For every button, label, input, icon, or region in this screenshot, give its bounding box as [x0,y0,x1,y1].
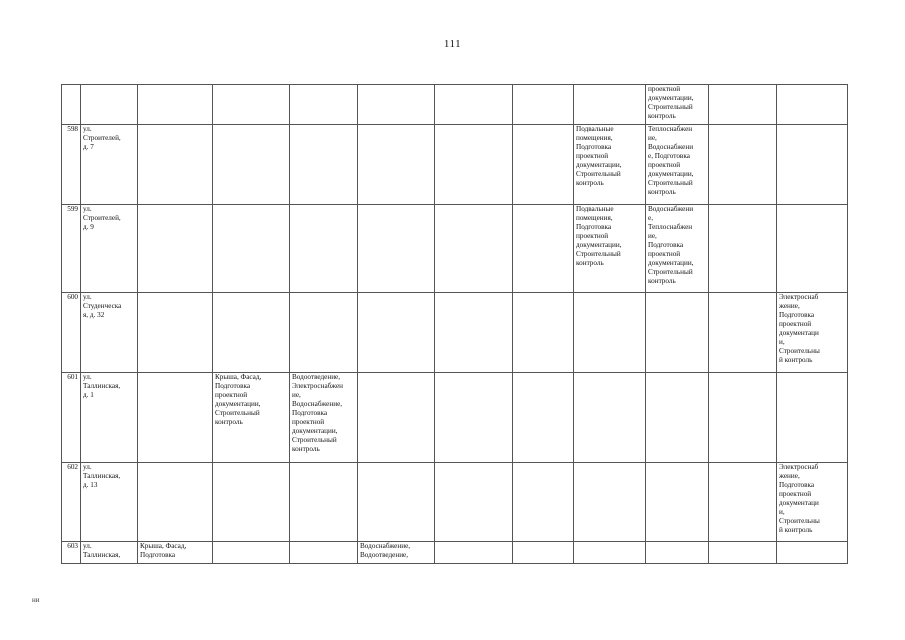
work-cell: Подвальные помещения, Подготовка проектной документации, Строительный контроль [574,205,646,293]
work-cell [435,125,513,205]
work-cell [709,293,777,373]
work-cell [574,373,646,463]
work-cell [290,85,358,125]
work-cell [513,85,574,125]
address-cell [81,85,138,125]
work-cell [435,373,513,463]
work-cell [435,205,513,293]
table-row [62,125,848,205]
work-cell [290,125,358,205]
work-cell [574,463,646,542]
work-cell: Водоснабжени е, Теплоснабжен ие, Подготовка проектной документации, Строительный контроль [646,205,709,293]
work-cell [777,542,848,564]
work-cell [435,542,513,564]
work-cell [513,205,574,293]
repair-schedule-table [61,84,848,564]
row-number-cell: 600 [62,293,81,373]
row-number-cell [62,85,81,125]
work-cell [435,85,513,125]
work-cell [574,542,646,564]
work-cell: Водоснабжение, Водоотведение, [358,542,435,564]
table-row [62,205,848,293]
work-cell [138,373,213,463]
address-cell: ул. Строителей, д. 7 [81,125,138,205]
address-cell: ул. Таллинская, [81,542,138,564]
work-cell [646,293,709,373]
work-cell [213,463,290,542]
work-cell [138,85,213,125]
row-number-cell: 602 [62,463,81,542]
work-cell: Электроснаб жение, Подготовка проектной документаци и, Строительны й контроль [777,463,848,542]
work-cell [513,373,574,463]
work-cell: Теплоснабжен ие, Водоснабжени е, Подготовка проектной документации, Строительный контроль [646,125,709,205]
work-cell [777,125,848,205]
table-row [62,542,848,564]
work-cell [777,373,848,463]
work-cell [646,542,709,564]
work-cell: Подвальные помещения, Подготовка проектной документации, Строительный контроль [574,125,646,205]
work-cell [646,373,709,463]
work-cell [138,293,213,373]
work-cell [138,205,213,293]
work-cell: Водоотведение, Электроснабжен ие, Водоснабжение, Подготовка проектной документации, Строительный контроль [290,373,358,463]
work-cell [777,85,848,125]
work-cell [213,205,290,293]
work-cell [358,205,435,293]
work-cell [709,373,777,463]
work-cell [138,463,213,542]
row-number-cell: 598 [62,125,81,205]
work-cell [709,542,777,564]
work-cell [435,463,513,542]
work-cell: Крыша, Фасад, Подготовка [138,542,213,564]
work-cell [574,293,646,373]
row-number-cell: 599 [62,205,81,293]
address-cell: ул. Студенческа я, д. 32 [81,293,138,373]
work-cell: Крыша, Фасад, Подготовка проектной документации, Строительный контроль [213,373,290,463]
page-number: 111 [443,38,462,50]
table-row [62,373,848,463]
work-cell [777,205,848,293]
address-cell: ул. Таллинская, д. 13 [81,463,138,542]
work-cell [290,463,358,542]
work-cell [513,125,574,205]
work-cell [290,542,358,564]
work-cell [513,542,574,564]
table-row [62,463,848,542]
work-cell: проектной документации, Строительный контроль [646,85,709,125]
work-cell [513,463,574,542]
row-number-cell: 603 [62,542,81,564]
work-cell [513,293,574,373]
work-cell [358,373,435,463]
table-row [62,85,848,125]
work-cell [213,293,290,373]
work-cell [290,205,358,293]
work-cell [709,205,777,293]
work-cell [709,85,777,125]
work-cell [290,293,358,373]
work-cell [709,125,777,205]
work-cell [213,542,290,564]
work-cell [709,463,777,542]
work-cell [574,85,646,125]
row-number-cell: 601 [62,373,81,463]
table-row [62,293,848,373]
work-cell [358,293,435,373]
address-cell: ул. Строителей, д. 9 [81,205,138,293]
work-cell [358,125,435,205]
work-cell [435,293,513,373]
work-cell [358,85,435,125]
work-cell: Электроснаб жение, Подготовка проектной документаци и, Строительны й контроль [777,293,848,373]
footer-mark: ни [32,596,40,604]
work-cell [646,463,709,542]
work-cell [358,463,435,542]
address-cell: ул. Таллинская, д. 1 [81,373,138,463]
work-cell [213,85,290,125]
work-cell [213,125,290,205]
work-cell [138,125,213,205]
